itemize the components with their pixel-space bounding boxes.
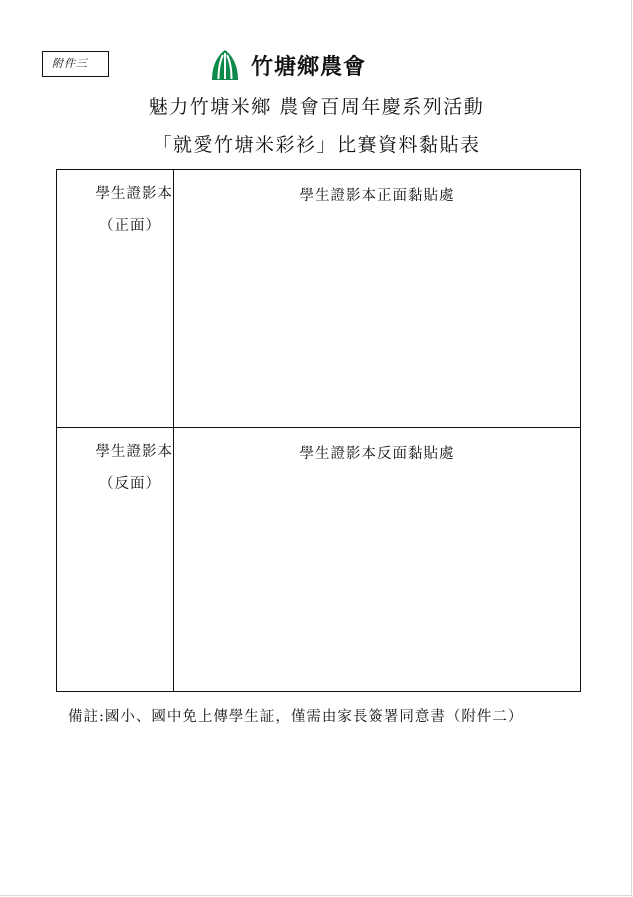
back-paste-area: 學生證影本反面黏貼處 xyxy=(299,446,455,462)
farmers-association-logo xyxy=(209,48,366,82)
front-label-title: 學生證影本 xyxy=(95,186,173,202)
logo-text: 竹塘鄉農會 xyxy=(251,54,367,80)
remarks-note: 備註:國小、國中免上傳學生証，僅需由家長簽署同意書（附件二） xyxy=(68,709,524,725)
back-label-cell xyxy=(57,442,173,494)
back-label-title: 學生證影本 xyxy=(95,444,173,460)
front-label-side: （正面） xyxy=(99,218,161,234)
front-label-cell xyxy=(57,184,173,236)
rice-stalks-icon xyxy=(209,48,241,82)
table-vertical-divider xyxy=(173,170,174,691)
front-paste-area: 學生證影本正面黏貼處 xyxy=(299,188,455,204)
title-line-1: 魅力竹塘米鄉 農會百周年慶系列活動 xyxy=(148,96,485,118)
attachment-label: 附件三 xyxy=(42,51,109,77)
back-label-side: （反面） xyxy=(99,476,161,492)
paste-table xyxy=(56,169,581,692)
title-line-2: 「就愛竹塘米彩衫」比賽資料黏貼表 xyxy=(152,134,481,156)
table-horizontal-divider xyxy=(57,427,580,428)
